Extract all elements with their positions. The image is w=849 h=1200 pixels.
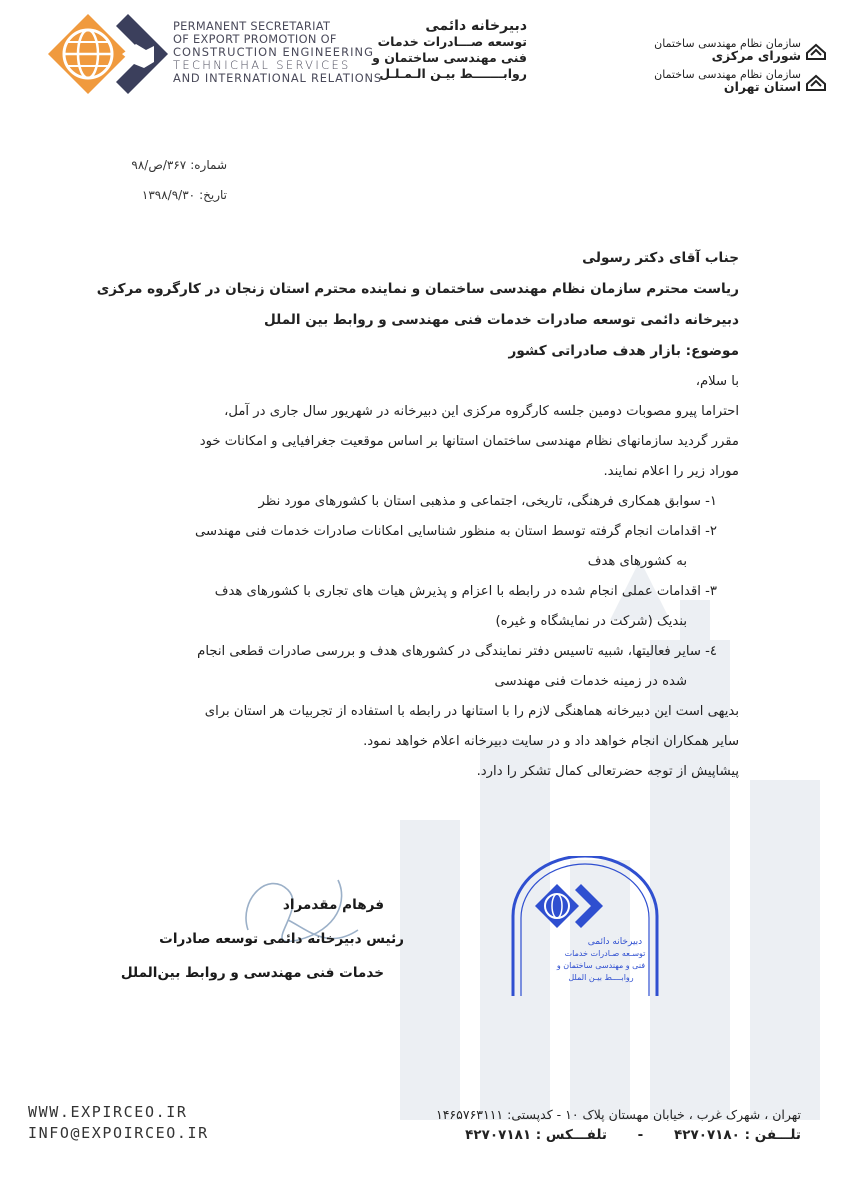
greeting: با سلام، bbox=[695, 374, 739, 389]
council-line1: سازمان نظام مهندسی ساختمان bbox=[654, 37, 801, 50]
official-stamp-icon bbox=[505, 856, 665, 1004]
intro-line: احتراما پیرو مصوبات دومین جلسه کارگروه مرکزی این دبیرخانه در شهریور سال جاری در آمل، bbox=[224, 404, 739, 419]
stamp-text: روابــــط بیـن الملل bbox=[568, 973, 634, 982]
signer-title: رئیس دبیرخانه دائمی توسعه صادرات bbox=[159, 931, 404, 947]
addressee-org: دبیرخانه دائمی توسعه صادرات خدمات فنی مهندسی و روابط بین الملل bbox=[264, 312, 739, 328]
footer-address: تهران ، شهرک غرب ، خیابان مهستان پلاک ۱۰ - کدپستی: ۱۴۶۵۷۶۳۱۱۱ bbox=[436, 1107, 801, 1122]
header-fa-line: توسعه صـــادرات خدمات bbox=[377, 34, 527, 49]
letter-number: شماره:۳۶۷/ص/۹۸ bbox=[131, 158, 227, 172]
header-english-name bbox=[173, 20, 403, 85]
intro-line: موراد زیر را اعلام نمایند. bbox=[603, 464, 739, 479]
letter-body bbox=[80, 243, 739, 787]
closing-line: سایر همکاران انجام خواهد داد و در سایت دبیرخانه اعلام خواهد نمود. bbox=[363, 734, 739, 749]
footer-email[interactable]: INFO@EXPOIRCEO.IR bbox=[28, 1124, 209, 1142]
list-item: ٤- سایر فعالیتها، شبیه تاسیس دفتر نمایندگی در کشورهای هدف و بررسی صادرات قطعی انجام bbox=[197, 644, 717, 659]
council-logo-icon bbox=[805, 70, 827, 92]
signer-name: فرهام مقدمراد bbox=[282, 897, 384, 913]
council-line2: شورای مرکزی bbox=[711, 48, 801, 63]
stamp-text: توسـعه صـادرات خدمات bbox=[564, 949, 646, 958]
list-item-continuation: بندیک (شرکت در نمایشگاه و غیره) bbox=[495, 614, 687, 629]
list-item-continuation: به کشورهای هدف bbox=[587, 554, 687, 569]
signature-block bbox=[121, 888, 404, 990]
header-en-line: AND INTERNATIONAL RELATIONS bbox=[173, 71, 382, 85]
header-fa-line: دبیرخانه دائمی bbox=[425, 18, 527, 34]
footer-phones: تلـــفن : ۴۲۷۰۷۱۸۰ - تلفـــکس : ۴۲۷۰۷۱۸۱ bbox=[465, 1127, 801, 1143]
letter-date: تاریخ:۱۳۹۸/۹/۳۰ bbox=[141, 188, 227, 202]
council-line2: استان تهران bbox=[723, 79, 801, 94]
stamp-text: فنی و مهندسی ساختمان و bbox=[556, 961, 646, 970]
council-tehran bbox=[637, 69, 827, 93]
list-item: ۲- اقدامات انجام گرفته توسط استان به منظور شناسایی امکانات صادرات خدمات فنی مهندسی bbox=[195, 524, 717, 539]
closing-line: پیشاپیش از توجه حضرتعالی کمال تشکر را دارد. bbox=[476, 764, 739, 779]
addressee-position: ریاست محترم سازمان نظام مهندسی ساختمان و نماینده محترم استان زنجان در کارگروه مرکزی bbox=[96, 281, 739, 297]
council-logo-icon bbox=[805, 39, 827, 61]
list-item: ۳- اقدامات عملی انجام شده در رابطه با اعزام و پذیرش هیات های تجاری با کشورهای هدف bbox=[214, 584, 717, 599]
header-en-line: OF EXPORT PROMOTION OF bbox=[173, 32, 337, 46]
header-persian-name bbox=[372, 18, 527, 82]
footer-website[interactable]: WWW.EXPIRCEO.IR bbox=[28, 1103, 188, 1121]
header-en-line: TECHNICHAL SERVICES bbox=[173, 58, 351, 72]
addressee: جناب آقای دکتر رسولی bbox=[582, 250, 739, 266]
council-central bbox=[637, 38, 827, 62]
council-line1: سازمان نظام مهندسی ساختمان bbox=[654, 68, 801, 81]
secretariat-logo-icon bbox=[44, 10, 172, 100]
list-item-continuation: شده در زمینه خدمات فنی مهندسی bbox=[494, 674, 687, 689]
closing-line: بدیهی است این دبیرخانه هماهنگی لازم را با استانها در رابطه با استفاده از تجربیات هر استان برای bbox=[204, 704, 739, 719]
subject: موضوع: بازار هدف صادراتی کشور bbox=[508, 343, 739, 359]
footer-contact-english bbox=[28, 1102, 209, 1144]
header-fa-line: فنی مهندسی ساختمان و bbox=[372, 50, 527, 65]
header-fa-line: روابـــــــط بیـن الـمـلـل bbox=[379, 66, 527, 81]
footer-contact-persian bbox=[436, 1105, 801, 1145]
stamp-text: دبیرخانه دائمی bbox=[587, 937, 643, 947]
header-en-line: PERMANENT SECRETARIAT bbox=[173, 19, 331, 33]
footer-phone: ۴۲۷۰۷۱۸۰ bbox=[673, 1127, 740, 1143]
header-en-line: CONSTRUCTION ENGINEERING bbox=[173, 45, 375, 59]
intro-line: مقرر گردید سازمانهای نظام مهندسی ساختمان استانها بر اساس موقعیت جغرافیایی و امکانات خود bbox=[199, 434, 739, 449]
list-item: ۱- سوابق همکاری فرهنگی، تاریخی، اجتماعی و مذهبی استان با کشورهای مورد نظر bbox=[258, 494, 717, 509]
footer-fax: ۴۲۷۰۷۱۸۱ bbox=[465, 1127, 532, 1143]
signer-title: خدمات فنی مهندسی و روابط بین‌الملل bbox=[120, 965, 384, 981]
engineering-council-logos bbox=[637, 38, 827, 100]
letter-meta bbox=[127, 150, 227, 210]
